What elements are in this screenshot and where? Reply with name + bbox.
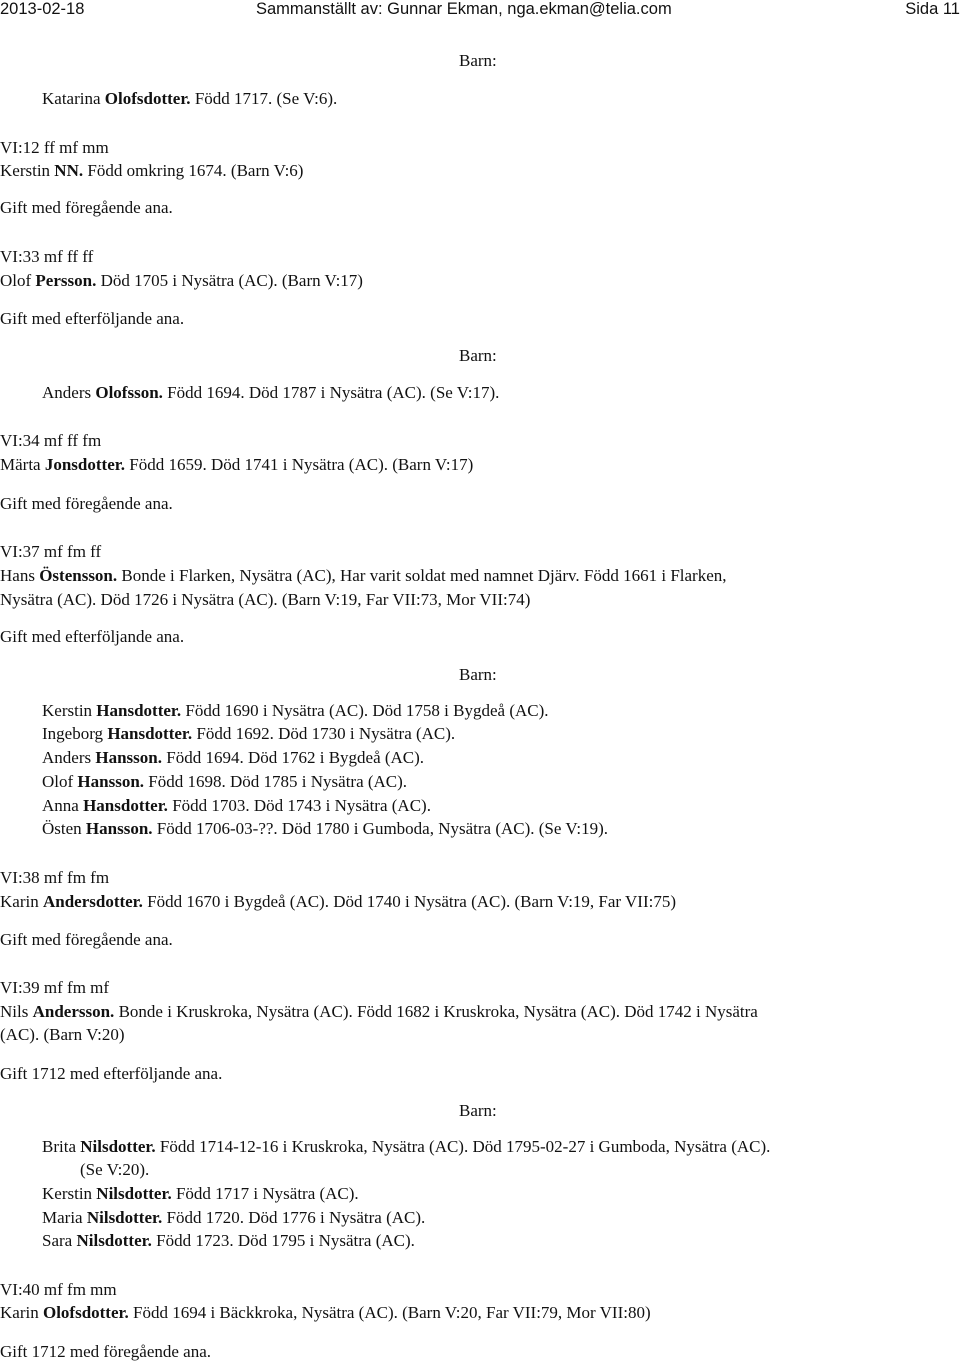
- child-entry: Kerstin Nilsdotter. Född 1717 i Nysätra (AC).: [42, 1184, 359, 1203]
- ancestor-entry-cont: Nysätra (AC). Död 1726 i Nysätra (AC). (Barn V:19, Far VII:73, Mor VII:74): [0, 590, 531, 609]
- child-entry: Anders Hansson. Född 1694. Död 1762 i Bygdeå (AC).: [42, 748, 425, 767]
- ancestor-code: VI:33 mf ff ff: [0, 247, 94, 266]
- marriage-note: Gift 1712 med efterföljande ana.: [0, 1064, 223, 1083]
- barn-label: Barn:: [459, 346, 497, 365]
- ancestor-entry: Kerstin NN. Född omkring 1674. (Barn V:6): [0, 161, 304, 180]
- child-entry: Brita Nilsdotter. Född 1714-12-16 i Kruskroka, Nysätra (AC). Död 1795-02-27 i Gumboda, Nysätra (AC).: [42, 1137, 771, 1156]
- child-entry-cont: (Se V:20).: [80, 1160, 150, 1179]
- ancestor-code: VI:38 mf fm fm: [0, 868, 110, 887]
- barn-label: Barn:: [459, 665, 497, 684]
- barn-label: Barn:: [459, 1101, 497, 1120]
- ancestor-entry: Nils Andersson. Bonde i Kruskroka, Nysätra (AC). Född 1682 i Kruskroka, Nysätra (AC). Död 1742 i Nysätra: [0, 1002, 758, 1021]
- child-entry: Kerstin Hansdotter. Född 1690 i Nysätra (AC). Död 1758 i Bygdeå (AC).: [42, 701, 549, 720]
- child-entry: Anders Olofsson. Född 1694. Död 1787 i Nysätra (AC). (Se V:17).: [42, 383, 500, 402]
- ancestor-entry: Olof Persson. Död 1705 i Nysätra (AC). (Barn V:17): [0, 271, 363, 290]
- marriage-note: Gift med efterföljande ana.: [0, 309, 185, 328]
- marriage-note: Gift med föregående ana.: [0, 930, 173, 949]
- barn-label: Barn:: [459, 51, 497, 70]
- child-entry: Olof Hansson. Född 1698. Död 1785 i Nysätra (AC).: [42, 772, 408, 791]
- ancestor-code: VI:34 mf ff fm: [0, 431, 102, 450]
- marriage-note: Gift med föregående ana.: [0, 198, 173, 217]
- ancestor-code: VI:12 ff mf mm: [0, 138, 109, 157]
- child-entry: Anna Hansdotter. Född 1703. Död 1743 i Nysätra (AC).: [42, 796, 431, 815]
- ancestor-entry: Karin Olofsdotter. Född 1694 i Bäckkroka, Nysätra (AC). (Barn V:20, Far VII:79, Mor VII:80): [0, 1303, 651, 1322]
- header-date: 2013-02-18: [0, 0, 85, 18]
- ancestor-code: VI:39 mf fm mf: [0, 978, 110, 997]
- ancestor-entry: Hans Östensson. Bonde i Flarken, Nysätra (AC), Har varit soldat med namnet Djärv. Född 1661 i Flarken,: [0, 566, 727, 585]
- ancestor-code: VI:40 mf fm mm: [0, 1280, 117, 1299]
- page-header: [0, 0, 960, 22]
- marriage-note: Gift med efterföljande ana.: [0, 627, 185, 646]
- header-compiler: Sammanställt av: Gunnar Ekman, nga.ekman@telia.com: [256, 0, 672, 18]
- child-entry: Katarina Olofsdotter. Född 1717. (Se V:6).: [42, 89, 338, 108]
- ancestor-entry-cont: (AC). (Barn V:20): [0, 1025, 125, 1044]
- ancestor-code: VI:37 mf fm ff: [0, 542, 102, 561]
- child-entry: Ingeborg Hansdotter. Född 1692. Död 1730 i Nysätra (AC).: [42, 724, 456, 743]
- child-entry: Östen Hansson. Född 1706-03-??. Död 1780 i Gumboda, Nysätra (AC). (Se V:19).: [42, 819, 609, 838]
- ancestor-entry: Karin Andersdotter. Född 1670 i Bygdeå (AC). Död 1740 i Nysätra (AC). (Barn V:19, Far VII:75): [0, 892, 676, 911]
- child-entry: Maria Nilsdotter. Född 1720. Död 1776 i Nysätra (AC).: [42, 1208, 426, 1227]
- marriage-note: Gift 1712 med föregående ana.: [0, 1342, 211, 1361]
- ancestor-entry: Märta Jonsdotter. Född 1659. Död 1741 i Nysätra (AC). (Barn V:17): [0, 455, 474, 474]
- child-entry: Sara Nilsdotter. Född 1723. Död 1795 i Nysätra (AC).: [42, 1231, 415, 1250]
- header-page-number: Sida 11: [905, 0, 960, 18]
- marriage-note: Gift med föregående ana.: [0, 494, 173, 513]
